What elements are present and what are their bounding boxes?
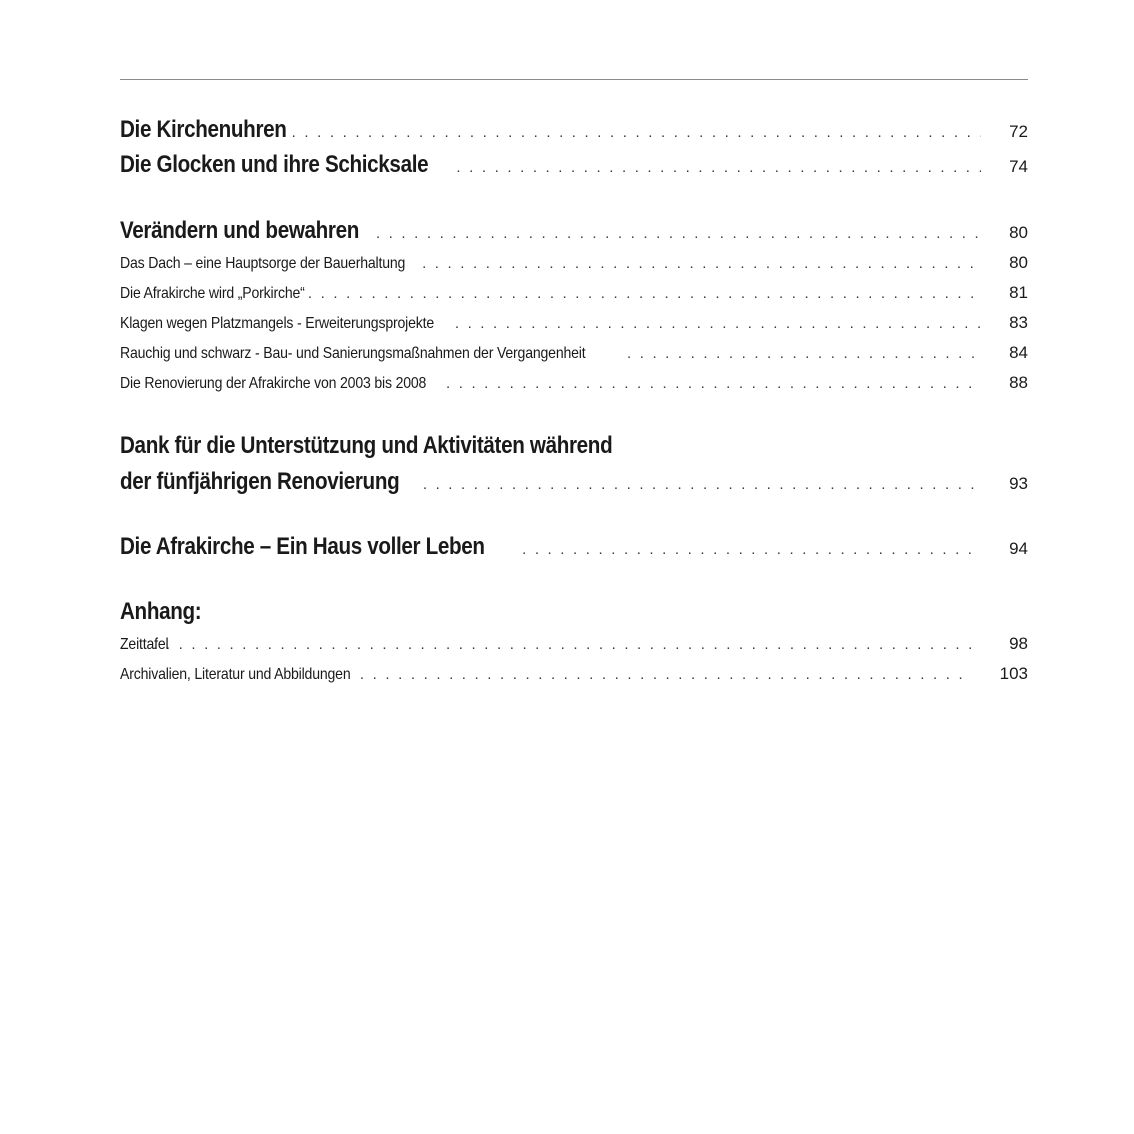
- toc-subentry-title: Zeittafel: [120, 636, 169, 653]
- toc-subentry-page: 98: [1009, 634, 1028, 653]
- toc-entry-page: 94: [1009, 539, 1028, 558]
- dot-leader: [627, 345, 981, 362]
- toc-subentry[interactable]: [120, 343, 1028, 363]
- toc-subentry-page: 88: [1009, 373, 1028, 392]
- toc-subentry-page: 83: [1009, 313, 1028, 332]
- dot-leader: [422, 255, 981, 272]
- toc-entry-title: Die Kirchenuhren: [120, 116, 287, 143]
- toc-entry[interactable]: [120, 116, 1028, 144]
- toc-entry-title-line2: der fünfjährigen Renovierung: [120, 468, 400, 495]
- toc-entry[interactable]: [120, 151, 1028, 179]
- toc-subentry-title: Rauchig und schwarz - Bau- und Sanierungsmaßnahmen der Vergangenheit: [120, 345, 586, 362]
- toc-subentry-title: Die Renovierung der Afrakirche von 2003 bis 2008: [120, 375, 427, 392]
- toc-entry-page: 74: [1009, 157, 1028, 176]
- toc-subentry-page: 84: [1009, 343, 1028, 362]
- toc-entry-page: 72: [1009, 122, 1028, 141]
- dot-leader: [292, 124, 981, 141]
- toc-entry-title: Verändern und bewahren: [120, 217, 360, 244]
- dot-leader: [446, 375, 981, 392]
- toc-subentry-page: 80: [1009, 253, 1028, 272]
- toc-subentry-title: Archivalien, Literatur und Abbildungen: [120, 666, 351, 683]
- top-rule: [120, 79, 1028, 80]
- toc-entry[interactable]: [120, 217, 1028, 245]
- toc-subentry[interactable]: [120, 634, 1028, 654]
- dot-leader: [456, 159, 981, 176]
- toc-subentry-page: 81: [1009, 283, 1028, 302]
- toc-entry[interactable]: [120, 533, 1028, 561]
- toc-entry-title-line1[interactable]: Dank für die Unterstützung und Aktivitäten während: [120, 432, 613, 459]
- toc-subentry-title: Das Dach – eine Hauptsorge der Bauerhaltung: [120, 255, 406, 272]
- toc-subentry[interactable]: [120, 313, 1028, 333]
- toc-entry-page: 80: [1009, 223, 1028, 242]
- dot-leader: [153, 636, 981, 653]
- dot-leader: [423, 476, 981, 493]
- toc-entry-title: Die Glocken und ihre Schicksale: [120, 151, 429, 178]
- toc-subentry[interactable]: [120, 664, 1028, 684]
- toc-entry-title: Die Afrakirche – Ein Haus voller Leben: [120, 533, 485, 560]
- toc-subentry-title: Die Afrakirche wird „Porkirche“: [120, 285, 305, 302]
- dot-leader: [376, 225, 981, 242]
- toc-subentry[interactable]: [120, 253, 1028, 273]
- toc-entry-page: 93: [1009, 474, 1028, 493]
- toc-subentry[interactable]: [120, 373, 1028, 393]
- dot-leader: [308, 285, 981, 302]
- toc-subentry[interactable]: [120, 283, 1028, 303]
- appendix-heading: Anhang:: [120, 598, 202, 625]
- toc-subentry-title: Klagen wegen Platzmangels - Erweiterungsprojekte: [120, 315, 435, 332]
- dot-leader: [455, 315, 981, 332]
- dot-leader: [360, 666, 972, 683]
- toc-entry[interactable]: [120, 468, 1028, 496]
- toc-subentry-page: 103: [999, 664, 1028, 683]
- dot-leader: [522, 541, 981, 558]
